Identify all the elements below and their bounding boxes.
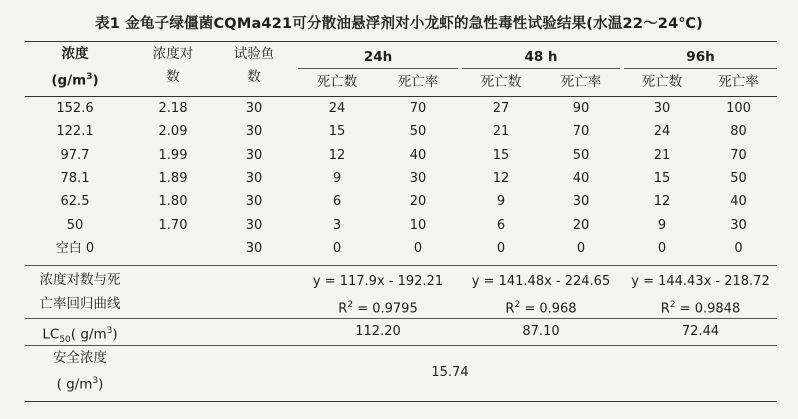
regression-equation-96h: y = 144.43x - 218.72 — [631, 274, 770, 289]
cell-log-concentration: 1.70 — [158, 218, 188, 233]
cell-dead-96h: 15 — [653, 171, 671, 186]
cell-rate-24h: 20 — [409, 194, 427, 209]
cell-dead-96h: 30 — [653, 101, 671, 116]
lc50-label: $LC_{50}$( $g/m^3$) — [42, 326, 118, 346]
cell-dead-48h: 27 — [492, 101, 510, 116]
regression-equation-48h: y = 141.48x - 224.65 — [471, 274, 611, 289]
regression-bottom-rule — [25, 318, 777, 319]
cell-test-fish: 30 — [245, 148, 263, 163]
cell-dead-96h: 0 — [657, 241, 667, 256]
subheader-rate-24h: 死亡率 — [397, 74, 439, 90]
cell-rate-24h: 30 — [409, 171, 427, 186]
cell-log-concentration: 1.99 — [158, 148, 188, 163]
header-rule — [25, 96, 777, 97]
bottom-rule — [25, 401, 777, 402]
cell-rate-96h: 40 — [730, 194, 747, 209]
cell-rate-48h: 70 — [572, 124, 590, 139]
subheader-dead-24h: 死亡数 — [316, 74, 358, 90]
regression-equation-24h: y = 117.9x - 192.21 — [312, 274, 444, 289]
cell-rate-24h: 40 — [409, 148, 427, 163]
cell-concentration: 97.7 — [60, 148, 90, 163]
header-log-concentration: 浓度对 数 — [152, 46, 194, 85]
header-test-fish: 试验鱼 数 — [233, 46, 275, 85]
data-bottom-rule — [25, 265, 777, 266]
cell-concentration: 122.1 — [56, 124, 94, 139]
cell-rate-96h: 70 — [730, 148, 747, 163]
subheader-rate-48h: 死亡率 — [560, 74, 602, 90]
cell-log-concentration: 1.80 — [158, 194, 188, 209]
cell-dead-48h: 6 — [496, 218, 506, 233]
r-squared-48h: $R^2 = 0.968$ — [505, 300, 577, 317]
cell-rate-96h: 0 — [734, 241, 743, 256]
cell-test-fish: 30 — [245, 218, 263, 233]
safe-concentration-label: 安全浓度 ( $g/m^3$) — [53, 350, 107, 393]
period-underline-48h — [462, 68, 620, 69]
cell-dead-24h: 15 — [328, 124, 346, 139]
period-underline-24h — [298, 68, 458, 69]
cell-dead-48h: 21 — [492, 124, 510, 139]
cell-dead-96h: 12 — [653, 194, 671, 209]
cell-concentration: 152.6 — [56, 101, 94, 116]
regression-label: 浓度对数与死 亡率回归曲线 — [39, 272, 121, 312]
cell-test-fish: 30 — [245, 171, 263, 186]
cell-dead-48h: 15 — [492, 148, 510, 163]
cell-rate-24h: 10 — [409, 218, 427, 233]
subheader-dead-96h: 死亡数 — [641, 74, 683, 90]
cell-rate-96h: 100 — [726, 101, 751, 116]
header-period-24h: 24h — [363, 49, 393, 65]
cell-rate-48h: 40 — [572, 171, 590, 186]
header-period-96h: 96h — [686, 49, 715, 65]
cell-concentration: 空白 0 — [55, 241, 95, 256]
cell-dead-96h: 24 — [653, 124, 671, 139]
cell-dead-24h: 3 — [332, 218, 342, 233]
cell-log-concentration: 2.18 — [158, 101, 188, 116]
top-rule — [25, 41, 777, 42]
cell-log-concentration: 1.89 — [158, 171, 188, 186]
cell-dead-24h: 9 — [332, 171, 342, 186]
cell-concentration: 78.1 — [60, 171, 90, 186]
cell-test-fish: 30 — [245, 101, 263, 116]
cell-dead-24h: 0 — [332, 241, 342, 256]
cell-dead-48h: 0 — [496, 241, 506, 256]
cell-dead-96h: 9 — [657, 218, 667, 233]
cell-concentration: 50 — [66, 218, 84, 233]
table-title: 表1 金龟子绿僵菌CQMa421可分散油悬浮剂对小龙虾的急性毒性试验结果(水温22～24℃) — [95, 16, 703, 32]
lc50-value-48h: 87.10 — [522, 324, 560, 339]
cell-test-fish: 30 — [245, 194, 263, 209]
header-period-48h: 48 h — [524, 49, 558, 65]
cell-dead-24h: 6 — [332, 194, 342, 209]
lc50-value-24h: 112.20 — [355, 324, 401, 339]
cell-rate-24h: 50 — [409, 124, 427, 139]
cell-rate-96h: 80 — [730, 124, 747, 139]
safe-concentration-value: 15.74 — [431, 365, 469, 380]
cell-dead-48h: 9 — [496, 194, 506, 209]
cell-rate-96h: 30 — [730, 218, 747, 233]
cell-rate-48h: 0 — [576, 241, 586, 256]
period-underline-96h — [624, 68, 777, 69]
r-squared-24h: $R^2 = 0.9795$ — [338, 300, 418, 317]
lc50-bottom-rule — [25, 345, 777, 346]
cell-rate-48h: 30 — [572, 194, 590, 209]
cell-dead-48h: 12 — [492, 171, 510, 186]
cell-test-fish: 30 — [245, 241, 263, 256]
cell-rate-24h: 0 — [413, 241, 423, 256]
cell-concentration: 62.5 — [60, 194, 90, 209]
cell-rate-48h: 20 — [572, 218, 590, 233]
cell-dead-96h: 21 — [653, 148, 671, 163]
cell-dead-24h: 12 — [328, 148, 346, 163]
subheader-rate-96h: 死亡率 — [718, 74, 759, 90]
subheader-dead-48h: 死亡数 — [480, 74, 522, 90]
cell-dead-24h: 24 — [328, 101, 346, 116]
cell-rate-48h: 90 — [572, 101, 590, 116]
lc50-value-96h: 72.44 — [681, 324, 720, 339]
cell-log-concentration: 2.09 — [158, 124, 188, 139]
cell-rate-96h: 50 — [730, 171, 747, 186]
cell-rate-48h: 50 — [572, 148, 590, 163]
cell-test-fish: 30 — [245, 124, 263, 139]
r-squared-96h: $R^2 = 0.9848$ — [660, 300, 741, 317]
cell-rate-24h: 70 — [409, 101, 427, 116]
header-concentration: 浓度 $(g/m^3)$ — [51, 46, 99, 89]
